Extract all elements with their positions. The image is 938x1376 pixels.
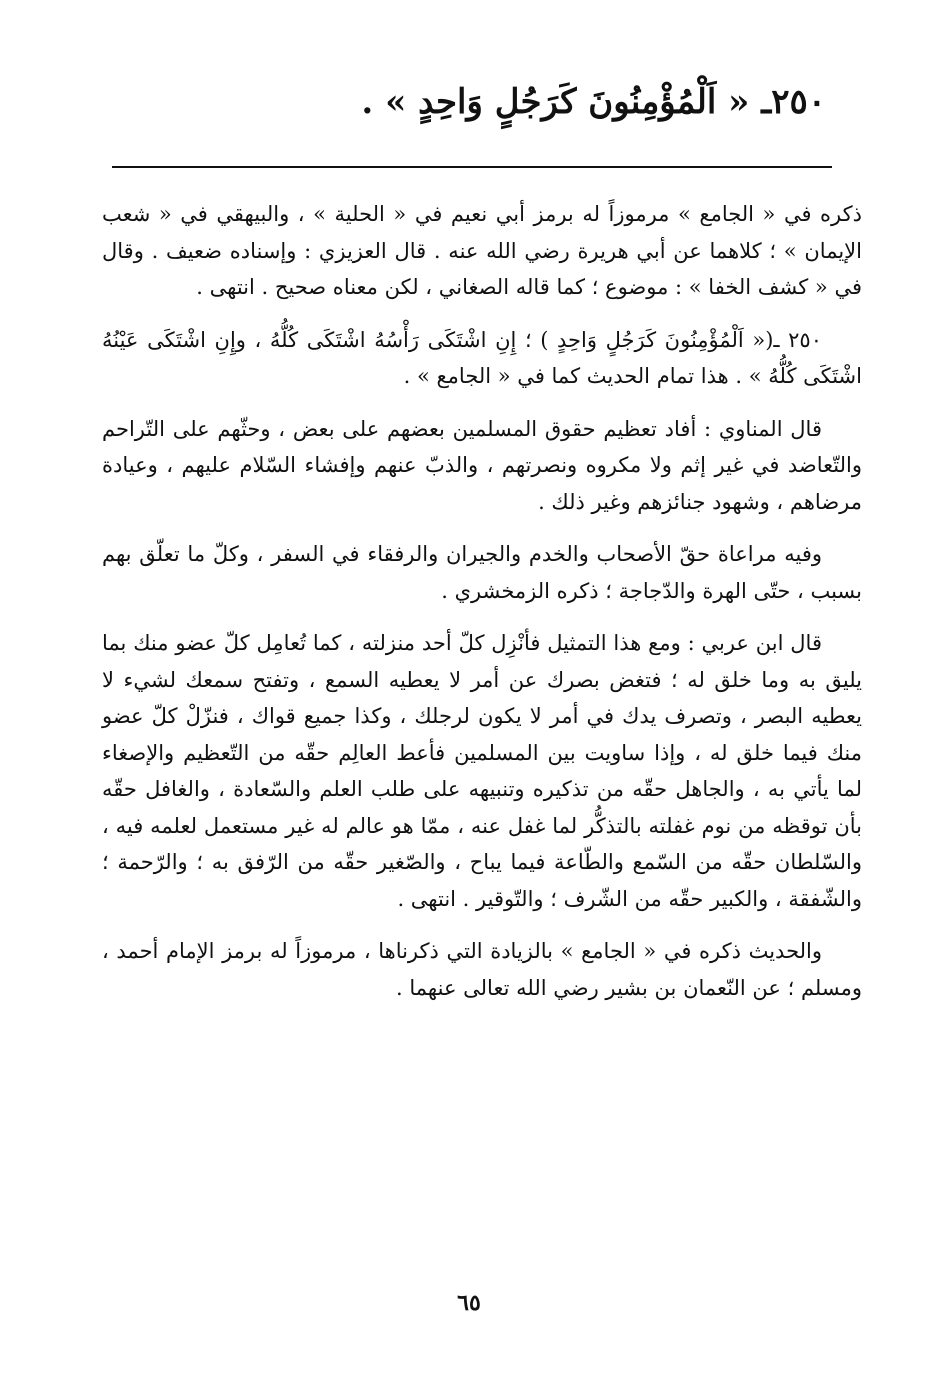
paragraph-ibn-arabi: قال ابن عربي : ومع هذا التمثيل فأنْزِل كلّ أحد منزلته ، كما تُعامِل كلّ عضو منك بما يليق به وما خلق له ؛ فتغض بصرك عن أمر لا يعطيه السمع ، وتفتح سمعك لشيء لا يعطيه البصر ، وتصرف يدك في أمر لا يكون لرجلك ، وكذا جميع قواك ، فنزّلْ كلّ عضو منك فيما خلق له ، وإذا ساويت بين المسلمين فأعط العالِم حقّه من التّعظيم والإصغاء لما يأتي به ، والجاهل حقّه من تذكيره وتنبيهه على طلب العلم والسّعادة ، والغافل حقّه بأن توقظه من نوم غفلته بالتذكُّر لما غفل عنه ، ممّا هو عالم له غير مستعمل لعلمه فيه ، والسّلطان حقّه من السّمع والطّاعة فيما يباح ، والصّغير حقّه من الرّفق به ؛ والرّحمة ؛ والشّفقة ، والكبير حقّه من الشّرف ؛ والتّوقير . انتهى . (102, 631, 862, 911)
paragraph-full-hadith: ٢٥٠ ـ(« اَلْمُؤْمِنُونَ كَرَجُلٍ وَاحِدٍ ) ؛ إِنِ اشْتَكَى رَأْسُهُ اشْتَكَى كُلُّهُ ، وإِنِ اشْتَكَى عَيْنُهُ اشْتَكَى كُلُّهُ » . هذا تمام الحديث كما في « الجامع » . (102, 327, 862, 388)
paragraph-source: ذكره في « الجامع » مرموزاً له برمز أبي نعيم في « الحلية » ، والبيهقي في « شعب الإيمان » ؛ كلاهما عن أبي هريرة رضي الله عنه . قال العزيزي : وإسناده ضعيف . وقال في « كشف الخفا » : موضوع ؛ كما قاله الصغاني ، لكن معناه صحيح . انتهى . (102, 202, 862, 299)
paragraph-zamakhshari: وفيه مراعاة حقّ الأصحاب والخدم والجيران والرفقاء في السفر ، وكلّ ما تعلّق بهم بسبب ، حتّى الهرة والدّجاجة ؛ ذكره الزمخشري . (102, 542, 862, 603)
paragraph-munawi: قال المناوي : أفاد تعظيم حقوق المسلمين بعضهم على بعض ، وحثّهم على التّراحم والتّعاضد في غير إثم ولا مكروه ونصرتهم ، والذبّ عنهم وإفشاء السّلام عليهم ، وعيادة مرضاهم ، وشهود جنائزهم وغير ذلك . (102, 416, 862, 514)
commentary-body (102, 196, 862, 1022)
hadith-heading: ٢٥٠ـ « اَلْمُؤْمِنُونَ كَرَجُلٍ وَاحِدٍ » . (361, 82, 826, 122)
page-number: ٦٥ (457, 1290, 481, 1316)
paragraph-jami-ref: والحديث ذكره في « الجامع » بالزيادة التي ذكرناها ، مرموزاً له برمز الإمام أحمد ، ومسلم ؛ عن النّعمان بن بشير رضي الله تعالى عنهما . (102, 939, 862, 1000)
heading-divider (112, 166, 832, 168)
